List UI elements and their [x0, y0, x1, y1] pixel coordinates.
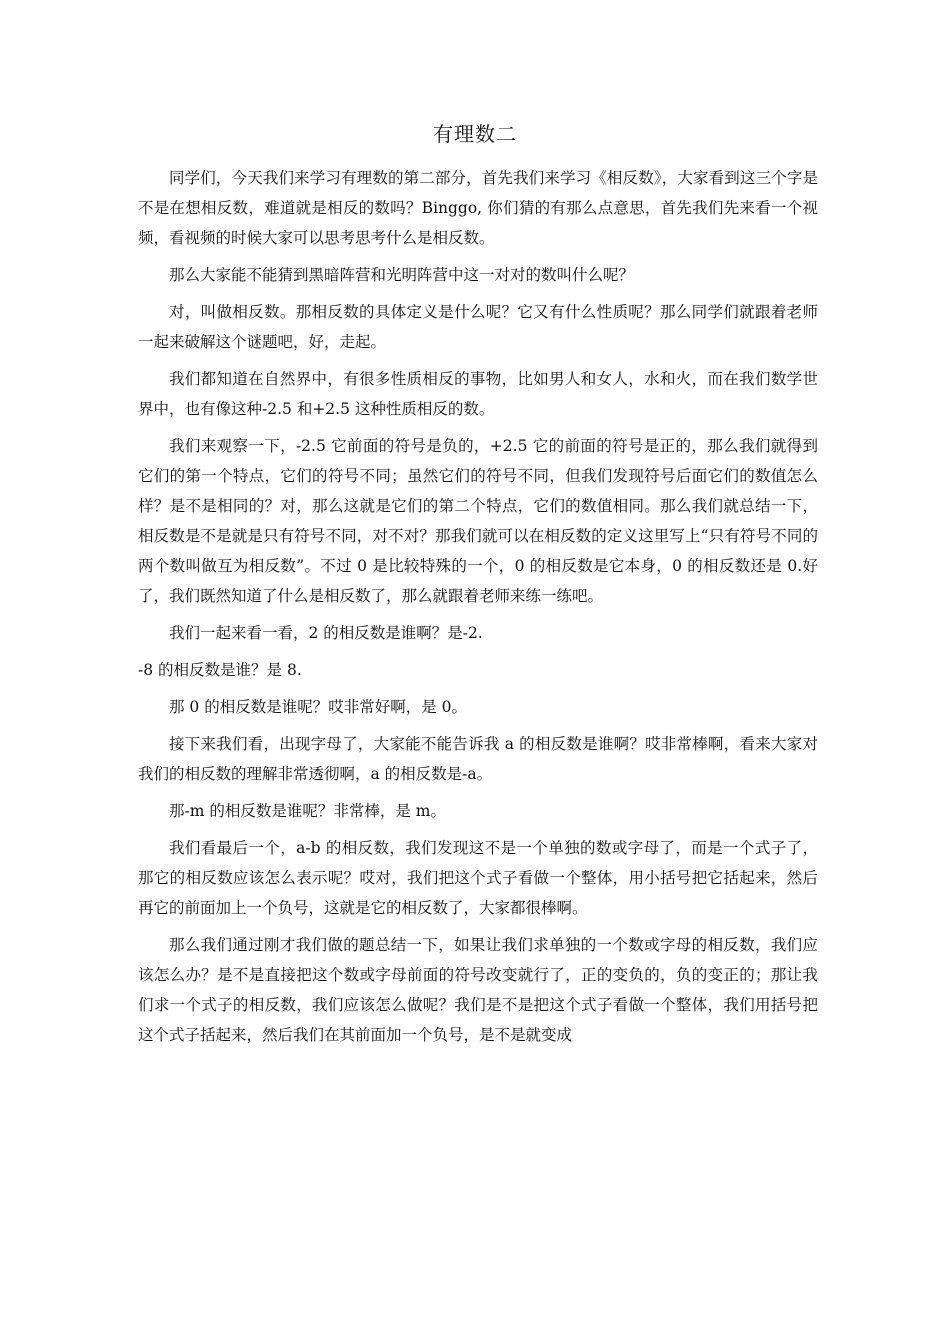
paragraph: 我们来观察一下，-2.5 它前面的符号是负的，+2.5 它的前面的符号是正的，那么我们就得到它们的第一个特点，它们的符号不同；虽然它们的符号不同，但我们发现符号后面它们的数值怎么样？是不是相同的？对，那么这就是它们的第二个特点，它们的数值相同。那么我们就总结一下，相反数是不是就是只有符号不同，对不对？那我们就可以在相反数的定义这里写上“只有符号不同的两个数叫做互为相反数”。不过 0 是比较特殊的一个，0 的相反数是它本身，0 的相反数还是 0.好了，我们既然知道了什么是相反数了，那么就跟着老师来练一练吧。 — [138, 437, 818, 605]
paragraph: 我们一起来看一看，2 的相反数是谁啊？是-2. — [169, 624, 483, 642]
paragraph: 同学们，今天我们来学习有理数的第二部分，首先我们来学习《相反数》，大家看到这三个字是不是在想相反数，难道就是相反的数吗？Binggo, 你们猜的有那么点意思，首先我们先来看一个视频，看视频的时候大家可以思考思考什么是相反数。 — [138, 169, 818, 247]
paragraph: 那么大家能不能猜到黑暗阵营和光明阵营中这一对对的数叫什么呢？ — [169, 266, 635, 284]
paragraph: 那 0 的相反数是谁呢？哎非常好啊，是 0。 — [169, 698, 468, 716]
paragraph: 接下来我们看，出现字母了，大家能不能告诉我 a 的相反数是谁啊？哎非常棒啊，看来大家对我们的相反数的理解非常透彻啊，a 的相反数是-a。 — [138, 735, 818, 783]
paragraph: 我们看最后一个，a-b 的相反数，我们发现这不是一个单独的数或字母了，而是一个式子了，那它的相反数应该怎么表示呢？哎对，我们把这个式子看做一个整体，用小括号把它括起来，然后再它的前面加上一个负号，这就是它的相反数了，大家都很棒啊。 — [138, 839, 818, 917]
paragraph: 那-m 的相反数是谁呢？非常棒，是 m。 — [169, 802, 446, 820]
document-body — [138, 163, 818, 1057]
paragraph: 对，叫做相反数。那相反数的具体定义是什么呢？它又有什么性质呢？那么同学们就跟着老师一起来破解这个谜题吧，好，走起。 — [138, 303, 818, 351]
paragraph: 我们都知道在自然界中，有很多性质相反的事物，比如男人和女人，水和火，而在我们数学世界中，也有像这种-2.5 和+2.5 这种性质相反的数。 — [138, 370, 818, 418]
paragraph: 那么我们通过刚才我们做的题总结一下，如果让我们求单独的一个数或字母的相反数，我们应该怎么办？是不是直接把这个数或字母前面的符号改变就行了，正的变负的，负的变正的；那让我们求一个式子的相反数，我们应该怎么做呢？我们是不是把这个式子看做一个整体，我们用括号把这个式子括起来，然后我们在其前面加一个负号，是不是就变成 — [138, 936, 818, 1044]
document-title: 有理数二 — [433, 122, 517, 146]
paragraph: -8 的相反数是谁？是 8. — [138, 661, 302, 679]
